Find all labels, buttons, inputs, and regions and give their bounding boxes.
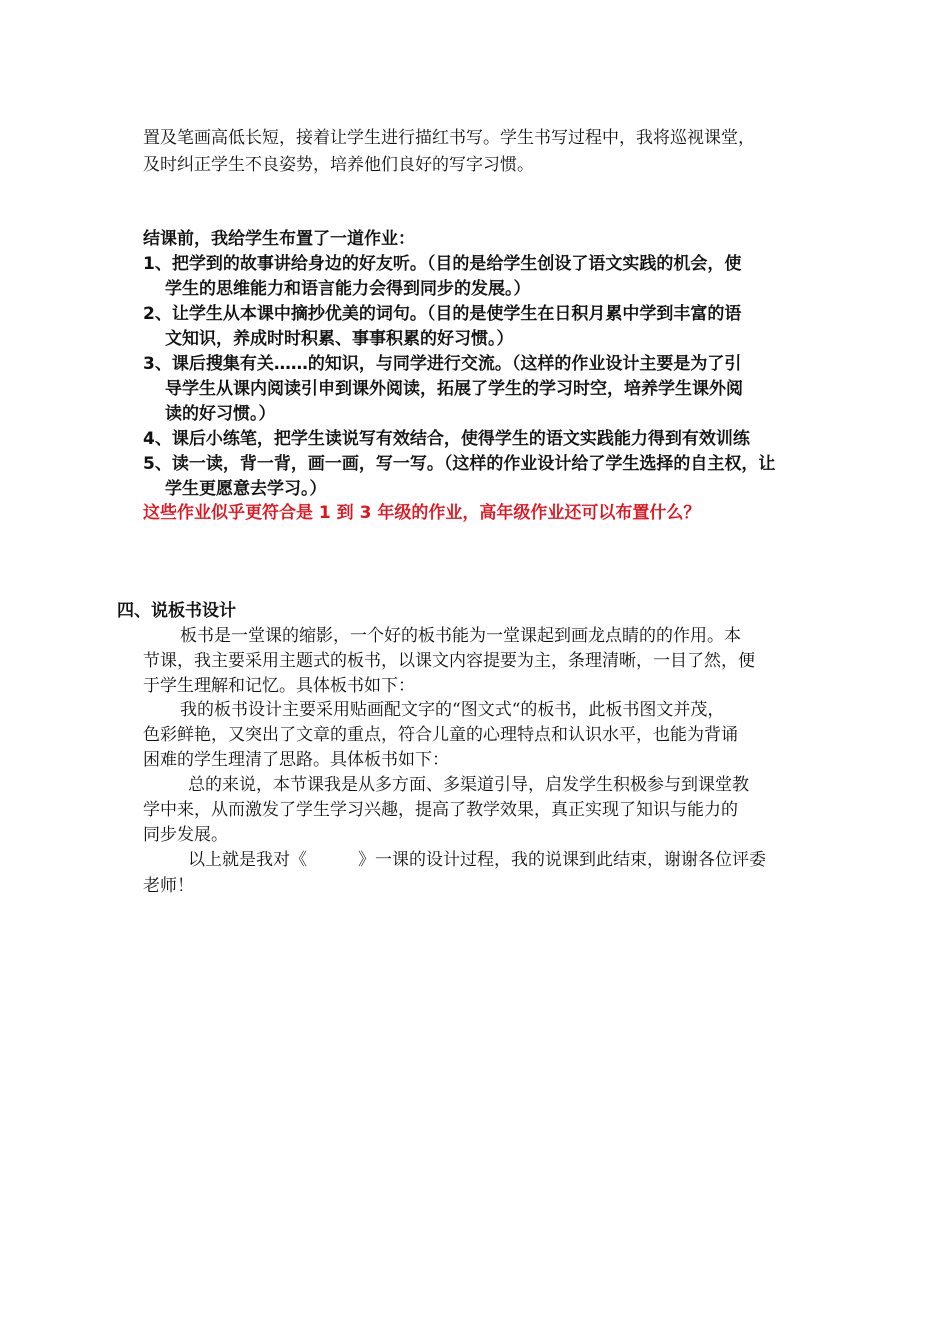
para-1-line-3: 于学生理解和记忆。具体板书如下： — [143, 676, 415, 696]
homework-item-2-line-1: 2、让学生从本课中摘抄优美的词句。（目的是使学生在日积月累中学到丰富的语 — [143, 304, 742, 324]
homework-item-1-line-1: 1、把学到的故事讲给身边的好友听。（目的是给学生创设了语文实践的机会，使 — [143, 254, 742, 274]
intro-line-1: 置及笔画高低长短，接着让学生进行描红书写。学生书写过程中，我将巡视课堂， — [143, 128, 755, 148]
homework-item-1-line-2: 学生的思维能力和语言能力会得到同步的发展。） — [165, 279, 531, 299]
section-heading: 四、说板书设计 — [117, 601, 236, 621]
homework-item-5-line-2: 学生更愿意去学习。） — [165, 479, 327, 499]
para-4-line-1: 以上就是我对《 》一课的设计过程，我的说课到此结束，谢谢各位评委 — [188, 850, 766, 870]
homework-item-3-line-1: 3、课后搜集有关……的知识，与同学进行交流。（这样的作业设计主要是为了引 — [143, 354, 742, 374]
intro-line-2: 及时纠正学生不良姿势，培养他们良好的写字习惯。 — [143, 155, 534, 175]
para-4-line-2: 老师！ — [143, 876, 194, 896]
para-2-line-2: 色彩鲜艳，又突出了文章的重点，符合儿童的心理特点和认识水平，也能为背诵 — [143, 725, 738, 745]
para-3-line-1: 总的来说，本节课我是从多方面、多渠道引导，启发学生积极参与到课堂教 — [188, 775, 749, 795]
para-3-line-2: 学中来，从而激发了学生学习兴趣，提高了教学效果，真正实现了知识与能力的 — [143, 800, 738, 820]
para-1-line-1: 板书是一堂课的缩影，一个好的板书能为一堂课起到画龙点睛的的作用。本 — [180, 626, 741, 646]
para-1-line-2: 节课，我主要采用主题式的板书，以课文内容提要为主，条理清晰，一目了然，便 — [143, 651, 755, 671]
homework-item-3-line-3: 读的好习惯。） — [165, 404, 276, 424]
homework-item-5-line-1: 5、读一读，背一背，画一画，写一写。（这样的作业设计给了学生选择的自主权，让 — [143, 454, 776, 474]
homework-item-3-line-2: 导学生从课内阅读引申到课外阅读，拓展了学生的学习时空，培养学生课外阅 — [165, 379, 743, 399]
homework-item-2-line-2: 文知识，养成时时积累、事事积累的好习惯。） — [165, 329, 514, 349]
para-2-line-3: 困难的学生理清了思路。具体板书如下： — [143, 750, 449, 770]
para-2-line-1: 我的板书设计主要采用贴画配文字的“图文式“的板书，此板书图文并茂， — [180, 700, 725, 720]
homework-note: 这些作业似乎更符合是 1 到 3 年级的作业，高年级作业还可以布置什么？ — [143, 503, 701, 523]
para-3-line-3: 同步发展。 — [143, 825, 228, 845]
homework-item-4-line-1: 4、课后小练笔，把学生读说写有效结合，使得学生的语文实践能力得到有效训练 — [143, 429, 750, 449]
homework-lead: 结课前，我给学生布置了一道作业： — [143, 229, 415, 249]
